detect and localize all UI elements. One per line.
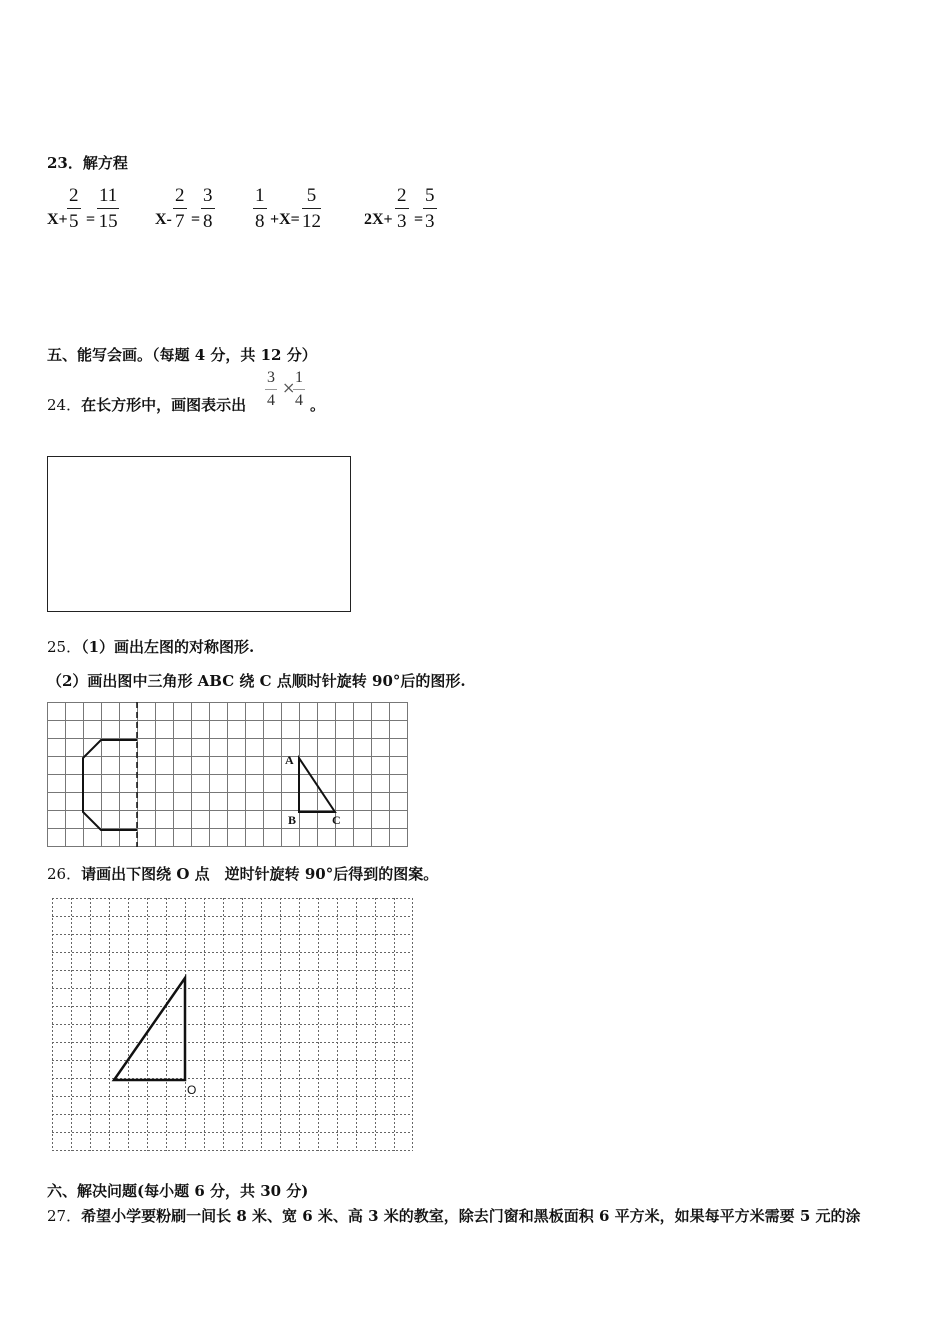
q25-line1 [47,636,254,657]
q24-fa-denominator: 4 [267,392,275,409]
eq2-equals: = [191,211,201,228]
q24-period: 。 [310,396,326,414]
label-a: A [285,753,294,767]
q25-line1-text: （1）画出左图的对称图形. [81,638,255,656]
eq2-prefix: X- [155,211,172,228]
eq2-f2-denominator: 8 [203,211,213,232]
q24-fraction-a [265,370,277,409]
eq4-prefix: 2X+ [364,211,393,228]
eq4-f2-denominator: 3 [425,211,435,232]
eq1-equals: = [86,211,96,228]
q25-grid[interactable] [47,702,409,848]
eq1-prefix: X+ [47,211,68,228]
half-octagon-shape [83,740,137,830]
eq4-equals: = [414,211,424,228]
q23-title [47,152,128,173]
eq3-f2-numerator: 5 [302,186,321,209]
eq3-f1-numerator: 1 [253,186,267,209]
eq4-f2-numerator: 5 [423,186,437,209]
q27-number: 27． [47,1207,82,1225]
eq3-fraction-2 [302,186,321,231]
label-b: B [288,813,297,827]
q23-title-text: 23．解方程 [47,154,128,172]
q24-number: 24． [47,396,82,414]
q26-text: 请画出下图绕 O 点 逆时针旋转 90°后得到的图案。 [81,865,439,883]
eq2-f1-numerator: 2 [173,186,187,209]
q24-line [47,394,246,415]
eq1-fraction-1 [67,186,81,231]
eq4-f1-numerator: 2 [395,186,409,209]
eq3-middle: +X= [270,211,300,228]
eq3-fraction-1 [253,186,267,231]
eq4-f1-denominator: 3 [397,211,407,232]
q24-fb-denominator: 4 [295,392,303,409]
q25-line2: （2）画出图中三角形 ABC 绕 C 点顺时针旋转 90°后的图形. [47,672,466,690]
section-5-heading: 五、能写会画。（每题 4 分，共 12 分） [47,346,317,364]
eq2-f2-numerator: 3 [201,186,215,209]
eq1-f2-numerator: 11 [97,186,119,209]
eq4-fraction-2 [423,186,437,231]
eq3-f1-denominator: 8 [255,211,265,232]
eq1-fraction-2 [97,186,119,231]
label-o: O [187,1083,197,1097]
eq4-fraction-1 [395,186,409,231]
q24-fa-numerator: 3 [265,370,277,390]
q26-grid[interactable] [52,898,414,1156]
eq1-f1-numerator: 2 [67,186,81,209]
rotation-triangle [114,978,185,1080]
label-c: C [332,813,341,827]
eq3-f2-denominator: 12 [302,211,321,232]
q26-line [47,863,438,884]
section-6-heading: 六、解决问题(每小题 6 分，共 30 分) [47,1182,309,1200]
eq2-fraction-2 [201,186,215,231]
drawing-rectangle[interactable] [47,456,351,612]
eq2-f1-denominator: 7 [175,211,185,232]
q27-text: 希望小学要粉刷一间长 8 米、宽 6 米、高 3 米的教室，除去门窗和黑板面积 6 平方米，如果每平方米需要 5 元的涂 [81,1207,861,1225]
q24-fb-numerator: 1 [293,370,305,390]
q25-number: 25． [47,638,82,656]
q27-line [47,1205,861,1226]
q24-fraction-b [293,370,305,409]
q24-times: × [282,378,296,397]
eq1-f1-denominator: 5 [69,211,79,232]
q24-text: 在长方形中，画图表示出 [81,396,247,414]
eq2-fraction-1 [173,186,187,231]
q26-number: 26． [47,865,82,883]
eq1-f2-denominator: 15 [98,211,118,232]
